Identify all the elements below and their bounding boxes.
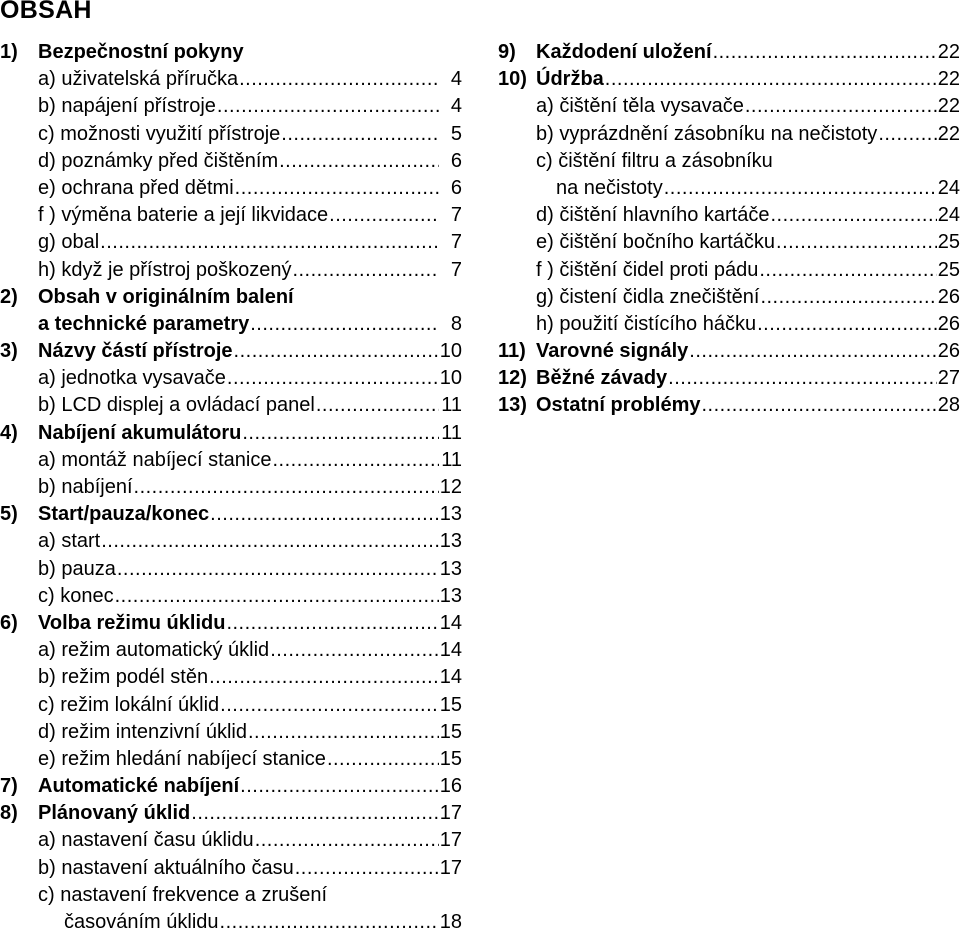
toc-section-entry[interactable] — [0, 800, 462, 827]
toc-page-number: 12 — [439, 476, 462, 498]
toc-leader-dots — [117, 556, 439, 583]
toc-subsection-entry[interactable] — [0, 66, 462, 93]
toc-subsection-title: časováním úklidu — [64, 911, 219, 933]
toc-subsection-entry[interactable] — [0, 746, 462, 773]
toc-page-number: 18 — [439, 911, 462, 933]
toc-subsection-title: a) čištění těla vysavače — [536, 95, 744, 118]
toc-section-entry[interactable] — [498, 365, 960, 392]
toc-subsection-title: b) LCD displej a ovládací panel — [38, 394, 315, 417]
toc-leader-dots — [227, 365, 439, 392]
toc-subsection-title: c) možnosti využití přístroje — [38, 122, 281, 145]
toc-subsection-title: c) nastavení frekvence a zrušení — [38, 883, 328, 906]
toc-section-title: a technické parametry — [38, 312, 250, 335]
toc-subsection-entry[interactable] — [498, 311, 960, 338]
toc-subsection-entry[interactable] — [0, 692, 462, 719]
toc-subsection-title: c) konec — [38, 584, 114, 607]
toc-leader-dots — [217, 93, 439, 120]
toc-section-title: Ostatní problém — [536, 394, 690, 417]
toc-leader-dots — [235, 175, 439, 202]
toc-section-number: 1) — [0, 41, 18, 63]
toc-section-entry[interactable] — [0, 338, 462, 365]
toc-leader-dots — [281, 121, 439, 148]
toc-page-number: 26 — [937, 340, 960, 363]
toc-subsection-entry[interactable] — [0, 719, 462, 746]
toc-subsection-entry[interactable] — [498, 284, 960, 311]
toc-leader-dots — [101, 528, 439, 555]
toc-subsection-entry[interactable] — [0, 229, 462, 256]
toc-page-number: 7 — [450, 231, 462, 254]
toc-subsection-title: d) čištění hlavního kartáče — [536, 204, 770, 227]
toc-page-number: 22 — [937, 68, 960, 91]
toc-page-number: 22 — [937, 95, 960, 118]
toc-section-title: Běžné závady — [536, 367, 668, 390]
toc-page-number: 11 — [441, 394, 462, 417]
toc-subsection-entry[interactable] — [0, 664, 462, 691]
toc-subsection-entry[interactable] — [498, 121, 960, 148]
toc-subsection-title: c) čištění filtru a zásobníku — [536, 149, 773, 172]
toc-page-number: 8 — [450, 312, 462, 335]
toc-section-number: 10) — [498, 68, 527, 91]
toc-leader-dots — [664, 175, 937, 202]
toc-leader-dots — [270, 637, 439, 664]
toc-section-entry[interactable] — [498, 39, 960, 66]
toc-section-title: Plánovaný úklid — [38, 802, 191, 825]
toc-section-entry[interactable] — [0, 39, 462, 66]
toc-page-number: 13 — [439, 530, 462, 553]
toc-subsection-entry[interactable] — [498, 93, 960, 120]
toc-subsection-title: g) čistení čidla znečištění — [536, 285, 760, 308]
toc-subsection-entry[interactable] — [0, 365, 462, 392]
toc-subsection-title: g) obal — [38, 231, 100, 254]
toc-page-number: 15 — [439, 720, 462, 743]
toc-page-number: 13 — [439, 557, 462, 580]
toc-page-number: 11 — [441, 421, 462, 444]
toc-leader-dots — [134, 474, 439, 501]
toc-subsection-title: a) režim automatický úklid — [38, 639, 270, 662]
toc-leader-dots — [250, 311, 439, 338]
toc-leader-dots — [240, 773, 439, 800]
toc-subsection-continuation[interactable] — [498, 175, 960, 202]
toc-leader-dots — [248, 719, 439, 746]
toc-leader-dots — [668, 365, 937, 392]
toc-subsection-title: a) jednotka vysavače — [38, 367, 226, 390]
toc-section-title: Názvy částí přístroje — [38, 340, 233, 363]
toc-leader-dots — [115, 583, 439, 610]
toc-page-number: 17 — [439, 856, 462, 879]
toc-section-number: 5) — [0, 503, 18, 526]
toc-page-number: 6 — [450, 176, 462, 199]
toc-leader-dots — [745, 93, 937, 120]
toc-page-number: 24 — [937, 204, 960, 227]
toc-leader-dots — [327, 746, 439, 773]
toc-section-title: Varovné signály — [536, 340, 689, 363]
toc-section-number: 7) — [0, 775, 18, 798]
toc-leader-dots — [770, 202, 936, 229]
toc-subsection-title: e) ochrana před dětmi — [38, 176, 234, 199]
toc-subsection-title: na nečistoty — [556, 176, 663, 199]
toc-subsection-entry[interactable] — [0, 882, 462, 909]
toc-section-entry[interactable] — [0, 773, 462, 800]
toc-subsection-entry[interactable] — [0, 855, 462, 882]
toc-right-column — [498, 39, 960, 420]
toc-leader-dots — [191, 800, 438, 827]
toc-subsection-entry[interactable] — [0, 556, 462, 583]
toc-page-number: 5 — [450, 122, 462, 145]
toc-page-number: 24 — [937, 176, 960, 199]
toc-section-entry[interactable] — [498, 66, 960, 93]
toc-left-column — [0, 39, 462, 936]
toc-subsection-title: e) režim hledání nabíjecí stanice — [38, 747, 326, 770]
toc-subsection-entry[interactable] — [0, 175, 462, 202]
toc-page-number: 15 — [439, 693, 462, 716]
toc-leader-dots — [210, 501, 439, 528]
toc-subsection-title: a) start — [38, 530, 101, 553]
toc-leader-dots — [760, 284, 936, 311]
toc-page-number: 15 — [439, 747, 462, 770]
toc-page-number: 22 — [937, 41, 960, 63]
toc-section-number: 13) — [498, 394, 527, 417]
toc-section-number: 8) — [0, 802, 18, 825]
toc-page-number: 17 — [439, 829, 462, 852]
toc-section-entry[interactable] — [0, 501, 462, 528]
toc-page-number: 7 — [450, 258, 462, 281]
toc-leader-dots — [242, 420, 439, 447]
toc-section-entry[interactable] — [0, 610, 462, 637]
toc-page-number: 6 — [450, 149, 462, 172]
toc-page-number: 14 — [439, 611, 462, 634]
toc-section-title: Každodení uložení — [536, 41, 712, 63]
toc-subsection-title: h) použití čistícího háčku — [536, 312, 757, 335]
toc-section-number: 12) — [498, 367, 527, 390]
toc-section-title: Automatické nabíjení — [38, 775, 240, 798]
toc-subsection-entry[interactable] — [0, 257, 462, 284]
toc-section-entry[interactable] — [498, 392, 960, 419]
toc-leader-dots — [701, 392, 936, 419]
toc-leader-dots — [759, 257, 936, 284]
toc-page-number: 4 — [450, 95, 462, 118]
toc-subsection-title: b) nastavení aktuálního času — [38, 856, 294, 879]
toc-subsection-title: e) čištění bočního kartáčku — [536, 231, 776, 254]
toc-subsection-entry[interactable] — [498, 202, 960, 229]
toc-section-entry[interactable] — [0, 420, 462, 447]
toc-section-number: 4) — [0, 421, 18, 444]
toc-leader-dots — [316, 392, 439, 419]
toc-subsection-title: h) když je přístroj poškozený — [38, 258, 292, 281]
toc-page-number: 14 — [439, 666, 462, 689]
toc-subsection-title: f ) výměna baterie a její likvidace — [38, 204, 329, 227]
toc-subsection-title: b) vyprázdnění zásobníku na nečistoty — [536, 122, 878, 145]
toc-subsection-title: b) napájení přístroje — [38, 95, 216, 118]
page-title: OBSAH — [0, 0, 92, 24]
toc-page-number: 13 — [439, 503, 462, 526]
toc-leader-dots — [272, 447, 439, 474]
toc-page-number: 17 — [439, 802, 462, 825]
toc-subsection-entry[interactable] — [0, 148, 462, 175]
toc-section-title: Údržba — [536, 68, 604, 91]
toc-subsection-entry[interactable] — [0, 392, 462, 419]
toc-page-number: 4 — [450, 68, 462, 91]
toc-leader-dots — [689, 338, 936, 365]
toc-subsection-entry[interactable] — [498, 257, 960, 284]
toc-page-number: 14 — [439, 639, 462, 662]
toc-page-number: 13 — [439, 584, 462, 607]
toc-page-number: 26 — [937, 312, 960, 335]
toc-section-entry[interactable] — [0, 284, 462, 311]
toc-subsection-entry[interactable] — [0, 637, 462, 664]
toc-leader-dots — [220, 909, 439, 936]
toc-section-title: Bezpečnostní pokyny — [38, 41, 244, 63]
toc-subsection-continuation[interactable] — [0, 909, 462, 936]
toc-leader-dots — [713, 39, 937, 66]
toc-page-number: 22 — [937, 122, 960, 145]
toc-section-continuation[interactable] — [0, 311, 462, 338]
toc-leader-dots — [878, 121, 936, 148]
toc-section-number: 3) — [0, 340, 18, 363]
toc-leader-dots — [220, 692, 439, 719]
toc-section-entry[interactable] — [498, 338, 960, 365]
toc-leader-dots — [226, 610, 438, 637]
toc-leader-dots — [239, 66, 439, 93]
toc-leader-dots — [255, 827, 439, 854]
toc-subsection-title: a) uživatelská příručka — [38, 68, 239, 91]
toc-subsection-title: b) nabíjení — [38, 476, 133, 498]
toc-subsection-entry[interactable] — [498, 148, 960, 175]
toc-section-number: 2) — [0, 285, 18, 308]
toc-leader-dots — [605, 66, 937, 93]
toc-leader-dots — [100, 229, 439, 256]
toc-leader-dots — [279, 148, 439, 175]
toc-subsection-title: b) pauza — [38, 557, 116, 580]
toc-page-number: 27 — [937, 367, 960, 390]
toc-section-title: Volba režimu úklidu — [38, 611, 226, 634]
toc-subsection-entry[interactable] — [0, 827, 462, 854]
toc-page-number: 16 — [439, 775, 462, 798]
toc-subsection-title: a) montáž nabíjecí stanice — [38, 448, 272, 471]
toc-page-number: 25 — [937, 231, 960, 254]
toc-subsection-title: b) režim podél stěn — [38, 666, 209, 689]
toc-subsection-entry[interactable] — [498, 229, 960, 256]
toc-page-number: 25 — [937, 258, 960, 281]
toc-section-title-suffix: y — [689, 394, 701, 417]
toc-section-title: Start/pauza/konec — [38, 503, 210, 526]
toc-leader-dots — [209, 664, 439, 691]
toc-leader-dots — [295, 855, 439, 882]
toc-subsection-entry[interactable] — [0, 93, 462, 120]
toc-subsection-entry[interactable] — [0, 474, 462, 501]
toc-leader-dots — [757, 311, 937, 338]
toc-page-number: 7 — [450, 204, 462, 227]
toc-subsection-title: d) režim intenzivní úklid — [38, 720, 247, 743]
toc-subsection-title: d) poznámky před čištěním — [38, 149, 279, 172]
toc-leader-dots — [292, 257, 439, 284]
toc-subsection-title: f ) čištění čidel proti pádu — [536, 258, 759, 281]
toc-subsection-entry[interactable] — [0, 202, 462, 229]
toc-section-number: 11) — [498, 340, 526, 363]
toc-leader-dots — [329, 202, 439, 229]
toc-leader-dots — [234, 338, 439, 365]
toc-page-number: 10 — [439, 340, 462, 363]
toc-section-title: Obsah v originálním balení — [38, 285, 294, 308]
toc-leader-dots — [776, 229, 937, 256]
toc-subsection-entry[interactable] — [0, 121, 462, 148]
toc-page-number: 28 — [937, 394, 960, 417]
toc-subsection-title: c) režim lokální úklid — [38, 693, 220, 716]
toc-page-number: 11 — [441, 448, 462, 471]
toc-section-title: Nabíjení akumulátoru — [38, 421, 242, 444]
toc-subsection-entry[interactable] — [0, 528, 462, 555]
toc-subsection-entry[interactable] — [0, 583, 462, 610]
toc-section-number: 9) — [498, 41, 516, 63]
toc-subsection-entry[interactable] — [0, 447, 462, 474]
toc-section-number: 6) — [0, 611, 18, 634]
toc-page-number: 26 — [937, 285, 960, 308]
toc-subsection-title: a) nastavení času úklidu — [38, 829, 254, 852]
toc-page-number: 10 — [439, 367, 462, 390]
